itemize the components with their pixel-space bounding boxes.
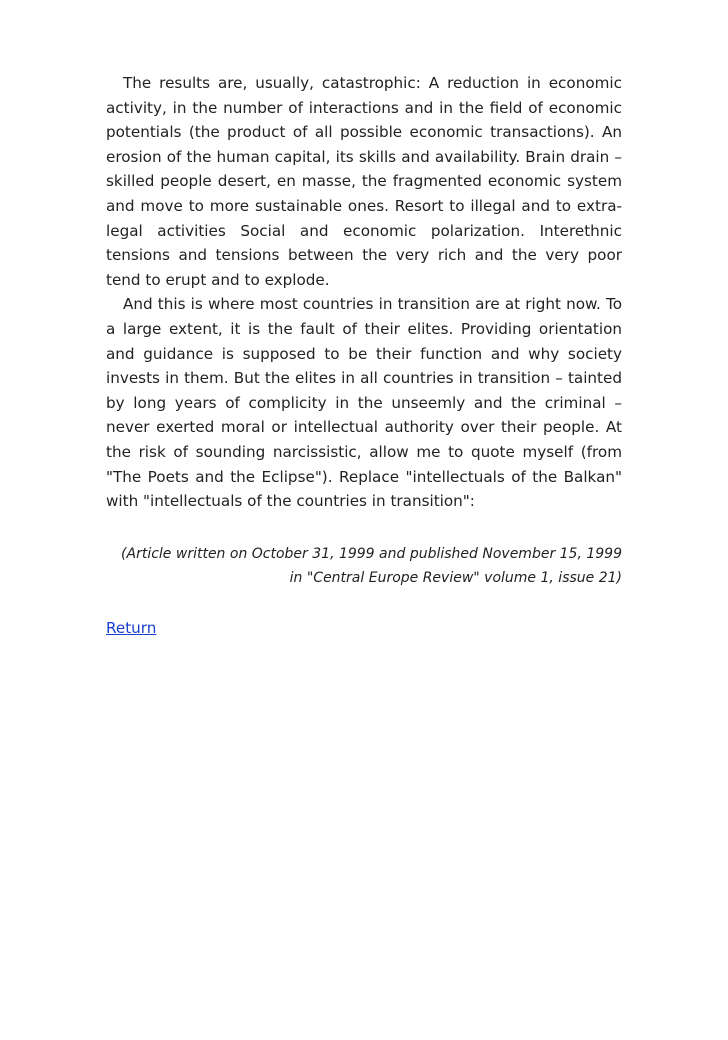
citation-line-2: in "Central Europe Review" volume 1, issue 21): [289, 569, 622, 586]
paragraph-results: The results are, usually, catastrophic: A reduction in economic activity, in the number of interactions and in the field of economic potentials (the product of all possible economic transactions). An erosion of the human capital, its skills and availability. Brain drain – skilled people desert, en masse, the fragmented economic system and move to more sustainable ones. Resort to illegal and to extra-legal activities Social and economic polarization. Interethnic tensions and tensions between the very rich and the very poor tend to erupt and to explode.: [106, 74, 622, 289]
return-link[interactable]: Return: [106, 619, 157, 638]
paragraph-elites: And this is where most countries in transition are at right now. To a large extent, it is the fault of their elites. Providing orientation and guidance is supposed to be their function and why society invests in them. But the elites in all countries in transition – tainted by long years of complicity in the unseemly and the criminal – never exerted moral or intellectual authority over their people. At the risk of sounding narcissistic, allow me to quote myself (from "The Poets and the Eclipse"). Replace "intellectuals of the Balkan" with "intellectuals of the countries in transition":: [106, 295, 622, 511]
citation-line-1: (Article written on October 31, 1999 and published November 15, 1999: [121, 545, 622, 562]
article-citation: [106, 542, 622, 590]
article-page: [106, 71, 622, 641]
